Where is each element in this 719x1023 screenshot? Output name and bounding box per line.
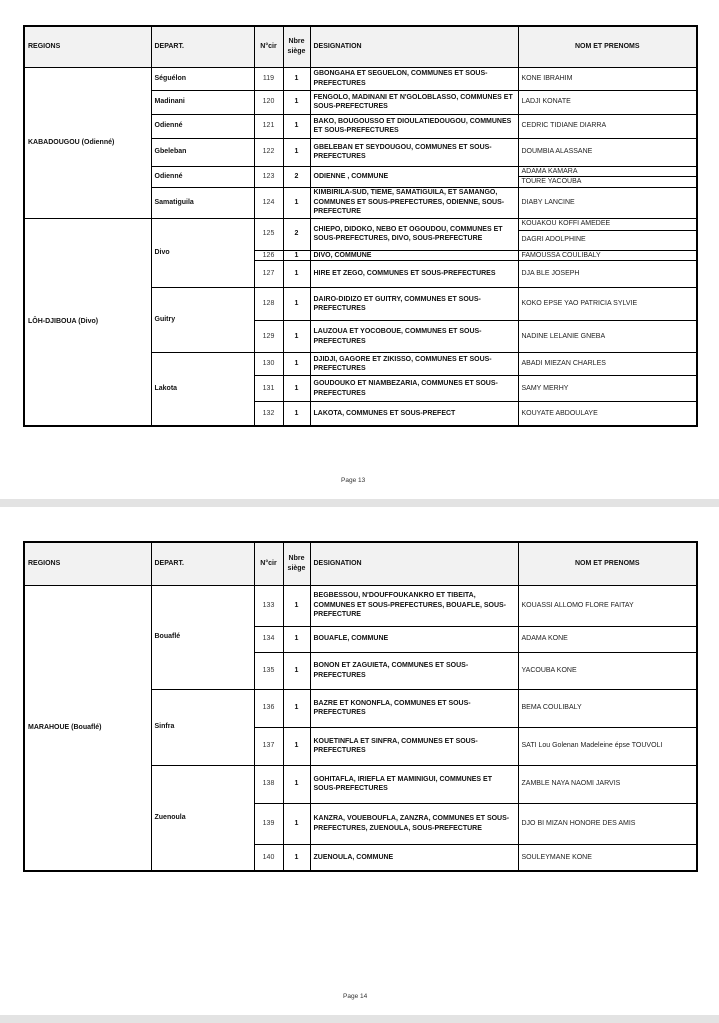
designation-cell: BOUAFLE, COMMUNE	[310, 626, 518, 652]
table-row	[24, 218, 697, 230]
candidates-table-page-14	[23, 541, 698, 872]
designation-cell: CHIEPO, DIDOKO, NEBO ET OGOUDOU, COMMUNES ET SOUS-PREFECTURES, DIVO, SOUS-PREFECTURE	[310, 218, 518, 250]
header-nom-prenoms: NOM ET PRENOMS	[518, 26, 697, 67]
nom-cell: DJA BLE JOSEPH	[518, 261, 697, 288]
designation-cell: BAKO, BOUGOUSSO ET DIOULATIEDOUGOU, COMMUNES ET SOUS-PREFECTURES	[310, 114, 518, 138]
page-separator	[0, 1015, 719, 1023]
ncir-cell: 129	[254, 321, 283, 353]
department-cell: Samatiguila	[151, 187, 254, 218]
nom-cell: DAGRI ADOLPHINE	[518, 230, 697, 250]
sieges-cell: 2	[283, 218, 310, 250]
department-cell: Guitry	[151, 288, 254, 353]
ncir-cell: 137	[254, 727, 283, 765]
nom-cell: LADJI KONATE	[518, 90, 697, 114]
nom-cell: KOKO EPSE YAO PATRICIA SYLVIE	[518, 288, 697, 321]
nom-cell: KOUASSI ALLOMO FLORE FAITAY	[518, 585, 697, 626]
designation-cell: KANZRA, VOUEBOUFLA, ZANZRA, COMMUNES ET SOUS-PREFECTURES, ZUENOULA, SOUS-PREFECTURE	[310, 803, 518, 844]
header-depart: DEPART.	[151, 26, 254, 67]
nom-cell: ZAMBLE NAYA NAOMI JARVIS	[518, 765, 697, 803]
department-cell: Gbeleban	[151, 138, 254, 166]
ncir-cell: 122	[254, 138, 283, 166]
department-cell: Lakota	[151, 353, 254, 426]
designation-cell: LAUZOUA ET YOCOBOUE, COMMUNES ET SOUS-PREFECTURES	[310, 321, 518, 353]
header-designation: DESIGNATION	[310, 542, 518, 585]
ncir-cell: 135	[254, 652, 283, 689]
sieges-cell: 1	[283, 261, 310, 288]
sieges-cell: 1	[283, 187, 310, 218]
nom-cell: CEDRIC TIDIANE DIARRA	[518, 114, 697, 138]
designation-cell: BAZRE ET KONONFLA, COMMUNES ET SOUS-PREFECTURES	[310, 689, 518, 727]
page-number: Page 13	[341, 477, 366, 484]
sieges-cell: 1	[283, 138, 310, 166]
designation-cell: GOHITAFLA, IRIEFLA ET MAMINIGUI, COMMUNES ET SOUS-PREFECTURES	[310, 765, 518, 803]
header-ncir: N°cir	[254, 26, 283, 67]
department-cell: Sinfra	[151, 689, 254, 765]
sieges-cell: 1	[283, 90, 310, 114]
table-row	[24, 585, 697, 626]
designation-cell: BONON ET ZAGUIETA, COMMUNES ET SOUS-PREFECTURES	[310, 652, 518, 689]
sieges-cell: 1	[283, 250, 310, 261]
department-cell: Madinani	[151, 90, 254, 114]
ncir-cell: 140	[254, 844, 283, 871]
ncir-cell: 123	[254, 166, 283, 187]
nom-cell: KOUAKOU KOFFI AMEDEE	[518, 218, 697, 230]
ncir-cell: 138	[254, 765, 283, 803]
region-cell: MARAHOUE (Bouaflé)	[24, 585, 151, 871]
designation-cell: KIMBIRILA-SUD, TIEME, SAMATIGUILA, ET SAMANGO, COMMUNES ET SOUS-PREFECTURES, ODIENNE, SOUS-PREFECTURE	[310, 187, 518, 218]
nom-cell: KOUYATE ABDOULAYE	[518, 402, 697, 426]
department-cell: Zuenoula	[151, 765, 254, 871]
designation-cell: DJIDJI, GAGORE ET ZIKISSO, COMMUNES ET SOUS-PREFECTURES	[310, 353, 518, 376]
ncir-cell: 121	[254, 114, 283, 138]
designation-cell: LAKOTA, COMMUNES ET SOUS-PREFECT	[310, 402, 518, 426]
header-nbre-siege: Nbre siège	[283, 542, 310, 585]
sieges-cell: 1	[283, 114, 310, 138]
ncir-cell: 127	[254, 261, 283, 288]
department-cell: Odienné	[151, 114, 254, 138]
nom-cell: DIABY LANCINE	[518, 187, 697, 218]
ncir-cell: 125	[254, 218, 283, 250]
ncir-cell: 131	[254, 376, 283, 402]
header-nom-prenoms: NOM ET PRENOMS	[518, 542, 697, 585]
table-row	[24, 67, 697, 90]
region-cell: KABADOUGOU (Odienné)	[24, 67, 151, 218]
department-cell: Divo	[151, 218, 254, 288]
nom-cell: FAMOUSSA COULIBALY	[518, 250, 697, 261]
nom-cell: ADAMA KAMARA	[518, 166, 697, 177]
department-cell: Odienné	[151, 166, 254, 187]
sieges-cell: 1	[283, 67, 310, 90]
header-nbre-siege: Nbre siège	[283, 26, 310, 67]
nom-cell: ADAMA KONE	[518, 626, 697, 652]
sieges-cell: 1	[283, 288, 310, 321]
designation-cell: FENGOLO, MADINANI ET N'GOLOBLASSO, COMMUNES ET SOUS-PREFECTURES	[310, 90, 518, 114]
ncir-cell: 133	[254, 585, 283, 626]
nom-cell: NADINE LELANIE GNEBA	[518, 321, 697, 353]
sieges-cell: 1	[283, 626, 310, 652]
designation-cell: ZUENOULA, COMMUNE	[310, 844, 518, 871]
nom-cell: SOULEYMANE KONE	[518, 844, 697, 871]
ncir-cell: 134	[254, 626, 283, 652]
ncir-cell: 128	[254, 288, 283, 321]
sieges-cell: 1	[283, 803, 310, 844]
designation-cell: GBELEBAN ET SEYDOUGOU, COMMUNES ET SOUS-PREFECTURES	[310, 138, 518, 166]
header-ncir: N°cir	[254, 542, 283, 585]
ncir-cell: 124	[254, 187, 283, 218]
nom-cell: SAMY MERHY	[518, 376, 697, 402]
nom-cell: SATI Lou Golenan Madeleine épse TOUVOLI	[518, 727, 697, 765]
designation-cell: BEGBESSOU, N'DOUFFOUKANKRO ET TIBEITA, COMMUNES ET SOUS-PREFECTURES, BOUAFLE, SOUS-PREFECTURE	[310, 585, 518, 626]
nom-cell: TOURE YACOUBA	[518, 177, 697, 188]
sieges-cell: 1	[283, 689, 310, 727]
ncir-cell: 130	[254, 353, 283, 376]
sieges-cell: 1	[283, 321, 310, 353]
designation-cell: DAIRO-DIDIZO ET GUITRY, COMMUNES ET SOUS-PREFECTURES	[310, 288, 518, 321]
document-page-13	[0, 0, 719, 499]
header-designation: DESIGNATION	[310, 26, 518, 67]
designation-cell: HIRE ET ZEGO, COMMUNES ET SOUS-PREFECTURES	[310, 261, 518, 288]
sieges-cell: 1	[283, 844, 310, 871]
nom-cell: BEMA COULIBALY	[518, 689, 697, 727]
nom-cell: KONE IBRAHIM	[518, 67, 697, 90]
ncir-cell: 126	[254, 250, 283, 261]
header-depart: DEPART.	[151, 542, 254, 585]
sieges-cell: 1	[283, 652, 310, 689]
header-regions: REGIONS	[24, 26, 151, 67]
nom-cell: YACOUBA KONE	[518, 652, 697, 689]
nom-cell: ABADI MIEZAN CHARLES	[518, 353, 697, 376]
sieges-cell: 2	[283, 166, 310, 187]
sieges-cell: 1	[283, 376, 310, 402]
nom-cell: DOUMBIA ALASSANE	[518, 138, 697, 166]
sieges-cell: 1	[283, 727, 310, 765]
ncir-cell: 119	[254, 67, 283, 90]
nom-cell: DJO BI MIZAN HONORE DES AMIS	[518, 803, 697, 844]
table-header-row	[24, 542, 697, 585]
designation-cell: GOUDOUKO ET NIAMBEZARIA, COMMUNES ET SOUS-PREFECTURES	[310, 376, 518, 402]
document-page-14	[0, 507, 719, 1015]
ncir-cell: 132	[254, 402, 283, 426]
sieges-cell: 1	[283, 765, 310, 803]
designation-cell: GBONGAHA ET SEGUELON, COMMUNES ET SOUS-PREFECTURES	[310, 67, 518, 90]
sieges-cell: 1	[283, 402, 310, 426]
designation-cell: ODIENNE , COMMUNE	[310, 166, 518, 187]
header-regions: REGIONS	[24, 542, 151, 585]
table-header-row	[24, 26, 697, 67]
department-cell: Séguélon	[151, 67, 254, 90]
designation-cell: DIVO, COMMUNE	[310, 250, 518, 261]
ncir-cell: 120	[254, 90, 283, 114]
department-cell: Bouaflé	[151, 585, 254, 689]
ncir-cell: 136	[254, 689, 283, 727]
candidates-table-page-13	[23, 25, 698, 427]
page-number: Page 14	[343, 993, 368, 1000]
sieges-cell: 1	[283, 353, 310, 376]
sieges-cell: 1	[283, 585, 310, 626]
page-separator	[0, 499, 719, 507]
ncir-cell: 139	[254, 803, 283, 844]
designation-cell: KOUETINFLA ET SINFRA, COMMUNES ET SOUS-PREFECTURES	[310, 727, 518, 765]
region-cell: LÔH-DJIBOUA (Divo)	[24, 218, 151, 426]
